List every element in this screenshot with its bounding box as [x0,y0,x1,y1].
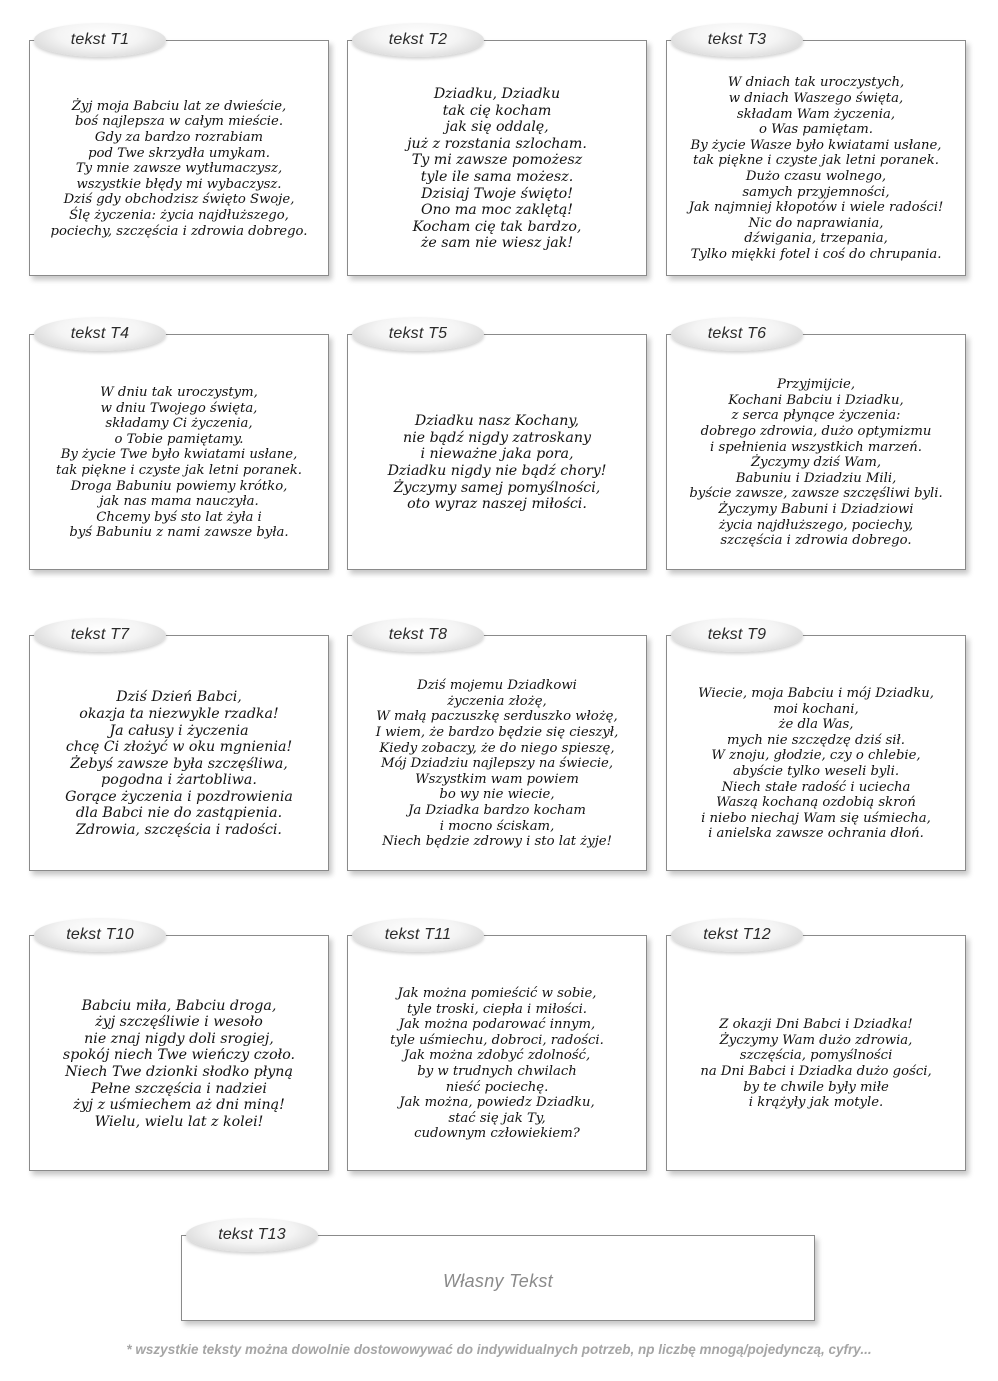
card-tab [34,618,166,652]
card-tab [352,317,484,351]
text-card-t6[interactable] [666,325,966,570]
card-tab [34,317,166,351]
poem-text: Dziadku nasz Kochany, nie bądź nigdy zatroskany i nieważne jaka pora, Dziadku nigdy nie bądź chory! Życzymy samej pomyślności, oto wyraz naszej miłości. [387,413,607,513]
text-card-t4[interactable] [29,325,329,570]
text-card-t1[interactable] [29,31,329,276]
card-tab [34,23,166,57]
text-card-t7[interactable] [29,626,329,871]
custom-text-placeholder: Własny Tekst [443,1270,553,1291]
card-label: tekst T8 [388,626,448,643]
card-label: tekst T7 [70,626,130,643]
poem-text: Z okazji Dni Babci i Dziadka! Życzymy Wam dużo zdrowia, szczęścia, pomyślności na Dni Babci i Dziadka dużo gości, by te chwile były miłe i krążyły jak motyle. [700,1017,932,1111]
text-card-t9[interactable] [666,626,966,871]
card-label: tekst T2 [388,31,448,48]
card-label: tekst T6 [707,325,767,342]
card-tab [352,618,484,652]
card-tab [352,918,484,952]
text-card-t11[interactable] [347,926,647,1171]
footnote: * wszystkie teksty można dowolnie dostowowywać do indywidualnych potrzeb, np liczbę mnogą/pojedynczą, cyfry... [126,1342,872,1357]
custom-text-card-t13[interactable] [181,1226,815,1321]
poem-text: Dziś mojemu Dziadkowi życzenia złożę, W małą paczuszkę serduszko włożę, I wiem, że bardzo będzie się cieszył, Kiedy zobaczy, że do niego spieszę, Mój Dziadziu najlepszy na świecie, Wszystkim wam powiem bo wy nie wiecie, Ja Dziadka bardzo kocham i mocno ściskam, Niech będzie zdrowy i sto lat żyje! [375,678,619,850]
card-tab [671,23,803,57]
text-card-t10[interactable] [29,926,329,1171]
text-card-t3[interactable] [666,31,966,276]
card-tab [671,618,803,652]
text-card-t8[interactable] [347,626,647,871]
card-tab [671,918,803,952]
card-label: tekst T11 [384,926,452,943]
poem-text: W dniach tak uroczystych, w dniach Waszego święta, składam Wam życzenia, o Was pamiętam. By życie Wasze było kwiatami usłane, tak piękne i czyste jak letni poranek. Dużo czasu wolnego, samych przyjemności, Jak najmniej kłopotów i wiele radości! Nic do naprawiania, dźwigania, trzepania, Tylko miękki fotel i coś do chrupania. [688,75,944,262]
poem-text: Żyj moja Babciu lat ze dwieście, boś najlepsza w całym mieście. Gdy za bardzo rozrabiam pod Twe skrzydła umykam. Ty mnie zawsze wytłumaczysz, wszystkie błędy mi wybaczysz. Dziś gdy obchodzisz święto Swoje, Ślę życzenia: życia najdłuższego, pociechy, szczęścia i zdrowia dobrego. [50,98,308,239]
card-tab [186,1218,318,1252]
card-tab [352,23,484,57]
poem-text: Jak można pomieścić w sobie, tyle troski, ciepła i miłości. Jak można podarować innym, tyle uśmiechu, dobroci, radości. Jak można zdobyć zdolność, by w trudnych chwilach nieść pociechę. Jak można, powiedz Dziadku, stać się jak Ty, cudownym człowiekiem? [390,986,604,1142]
card-label: tekst T13 [218,1226,286,1243]
text-card-t5[interactable] [347,325,647,570]
card-label: tekst T10 [66,926,134,943]
card-label: tekst T3 [707,31,767,48]
card-label: tekst T9 [707,626,767,643]
poem-text: Dziś Dzień Babci, okazja ta niezwykle rzadka! Ja całusy i życzenia chcę Ci złożyć w oku mgnienia! Żebyś zawsze była szczęśliwa, pogodna i żartobliwa. Gorące życzenia i pozdrowienia dla Babci nie do zastąpienia. Zdrowia, szczęścia i radości. [65,689,293,839]
poem-text: W dniu tak uroczystym, w dniu Twojego święta, składamy Ci życzenia, o Tobie pamiętamy. By życie Twe było kwiatami usłane, tak piękne i czyste jak letni poranek. Droga Babuniu powiemy krótko, jak nas mama nauczyła. Chcemy byś sto lat żyła i byś Babuniu z nami zawsze była. [56,385,302,541]
text-card-t12[interactable] [666,926,966,1171]
poem-text: Dziadku, Dziadku tak cię kocham jak się oddalę, już z rozstania szlocham. Ty mi zawsze pomożesz tyle ile sama możesz. Dzisiaj Twoje święto! Ono ma moc zaklętą! Kocham cię tak bardzo, że sam nie wiesz jak! [407,86,587,252]
poem-text: Wiecie, moja Babciu i mój Dziadku, moi kochani, że dla Was, mych nie szczędzę dziś sił. W znoju, głodzie, czy o chlebie, abyście tylko weseli byli. Niech stałe radość i uciecha Waszą kochaną ozdobią skroń i niebo niechaj Wam się uśmiecha, i anielska zawsze ochrania dłoń. [698,686,934,842]
poem-text: Babciu miła, Babciu droga, żyj szczęśliwie i wesoło nie znaj nigdy doli srogiej, spokój niech Twe wieńczy czoło. Niech Twe dzionki słodko płyną Pełne szczęścia i nadziei żyj z uśmiechem aż dni miną! Wielu, wielu lat z kolei! [62,997,296,1130]
card-label: tekst T1 [70,31,130,48]
card-tab [671,317,803,351]
text-card-t2[interactable] [347,31,647,276]
card-label: tekst T4 [70,325,130,342]
card-label: tekst T5 [388,325,448,342]
card-tab [34,918,166,952]
card-label: tekst T12 [703,926,771,943]
poem-text: Przyjmijcie, Kochani Babciu i Dziadku, z serca płynące życzenia: dobrego zdrowia, dużo optymizmu i spełnienia wszystkich marzeń. Życzymy dziś Wam, Babuniu i Dziadziu Mili, byście zawsze, zawsze szczęśliwi byli. Życzymy Babuni i Dziadziowi życia najdłuższego, pociechy, szczęścia i zdrowia dobrego. [689,377,943,549]
